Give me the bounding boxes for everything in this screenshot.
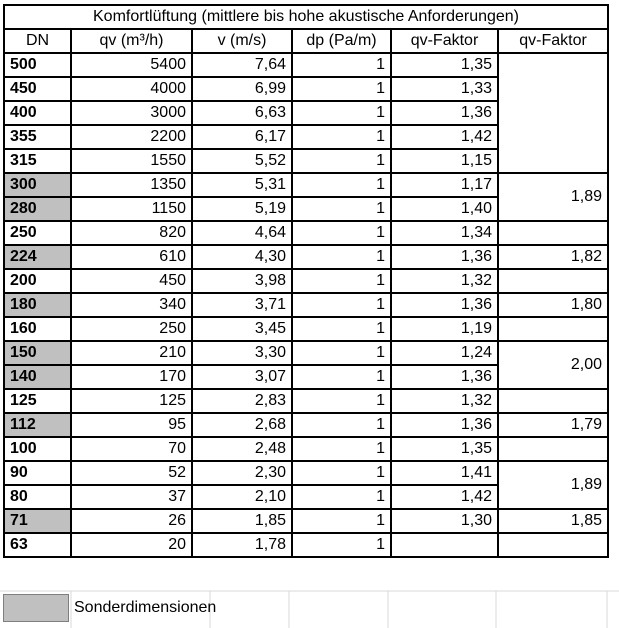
cell-qv-faktor: 1,42 [391,485,498,509]
cell-dp: 1 [292,533,391,557]
table-row [4,173,608,197]
cell-v: 1,78 [192,533,292,557]
cell-v: 3,71 [192,293,292,317]
table-row [4,389,608,413]
cell-qv-faktor: 1,36 [391,365,498,389]
cell-qv-faktor: 1,35 [391,437,498,461]
cell-v: 3,07 [192,365,292,389]
cell-qv: 20 [71,533,192,557]
cell-dp: 1 [292,485,391,509]
data-table [3,4,609,558]
cell-dn: 63 [4,533,71,557]
cell-qv-faktor: 1,24 [391,341,498,365]
cell-qv-faktor-group: 2,00 [498,341,608,389]
table-row [4,533,608,557]
cell-qv: 1350 [71,173,192,197]
cell-qv-faktor: 1,42 [391,125,498,149]
cell-qv-faktor: 1,32 [391,389,498,413]
cell-qv: 5400 [71,53,192,77]
header-v: v (m/s) [192,29,292,53]
cell-dn: 200 [4,269,71,293]
cell-qv: 820 [71,221,192,245]
title-row [4,5,608,29]
table-row [4,53,608,77]
cell-v: 5,19 [192,197,292,221]
cell-qv-faktor: 1,36 [391,413,498,437]
cell-qv: 2200 [71,125,192,149]
cell-qv: 4000 [71,77,192,101]
header-qv-faktor-group: qv-Faktor [498,29,608,53]
cell-dp: 1 [292,221,391,245]
cell-qv-faktor-group: 1,79 [498,413,608,437]
cell-v: 2,30 [192,461,292,485]
cell-qv-faktor [391,533,498,557]
header-qv-faktor: qv-Faktor [391,29,498,53]
cell-qv-faktor: 1,35 [391,53,498,77]
legend [3,594,607,624]
cell-qv: 250 [71,317,192,341]
cell-qv-faktor: 1,34 [391,221,498,245]
cell-qv: 95 [71,413,192,437]
cell-dp: 1 [292,317,391,341]
cell-dn: 250 [4,221,71,245]
cell-qv-faktor-group: 1,80 [498,293,608,317]
cell-dp: 1 [292,437,391,461]
cell-v: 3,98 [192,269,292,293]
table-row [4,341,608,365]
cell-qv-faktor: 1,33 [391,77,498,101]
cell-v: 5,52 [192,149,292,173]
cell-dp: 1 [292,365,391,389]
legend-swatch [3,594,69,622]
cell-dn: 90 [4,461,71,485]
cell-qv-faktor-group [498,269,608,293]
cell-dp: 1 [292,269,391,293]
cell-dn: 100 [4,437,71,461]
cell-dp: 1 [292,77,391,101]
cell-qv: 610 [71,245,192,269]
cell-qv-faktor: 1,32 [391,269,498,293]
cell-qv-faktor: 1,41 [391,461,498,485]
cell-dp: 1 [292,341,391,365]
cell-v: 6,99 [192,77,292,101]
cell-v: 4,64 [192,221,292,245]
cell-dp: 1 [292,149,391,173]
cell-v: 2,83 [192,389,292,413]
cell-qv: 450 [71,269,192,293]
cell-dp: 1 [292,245,391,269]
table-row [4,269,608,293]
cell-qv-faktor-group: 1,85 [498,509,608,533]
table-row [4,221,608,245]
table-row [4,413,608,437]
cell-qv-faktor-group [498,317,608,341]
header-qv: qv (m³/h) [71,29,192,53]
cell-dp: 1 [292,509,391,533]
table-row [4,245,608,269]
cell-qv-faktor-group [498,53,608,173]
cell-qv-faktor-group: 1,89 [498,173,608,221]
cell-qv-faktor: 1,17 [391,173,498,197]
cell-qv-faktor: 1,36 [391,101,498,125]
cell-qv-faktor-group [498,221,608,245]
cell-v: 5,31 [192,173,292,197]
cell-v: 3,30 [192,341,292,365]
cell-dn: 150 [4,341,71,365]
cell-dp: 1 [292,461,391,485]
cell-v: 7,64 [192,53,292,77]
cell-dn: 80 [4,485,71,509]
cell-dn: 450 [4,77,71,101]
cell-dp: 1 [292,101,391,125]
cell-v: 2,48 [192,437,292,461]
cell-qv-faktor: 1,36 [391,293,498,317]
table-row [4,461,608,485]
cell-qv: 1550 [71,149,192,173]
legend-label: Sonderdimensionen [74,599,217,616]
cell-qv: 125 [71,389,192,413]
cell-dn: 500 [4,53,71,77]
cell-qv: 26 [71,509,192,533]
table-title: Komfortlüftung (mittlere bis hohe akustische Anforderungen) [4,5,608,29]
cell-v: 3,45 [192,317,292,341]
table-row [4,437,608,461]
cell-qv: 3000 [71,101,192,125]
header-dp: dp (Pa/m) [292,29,391,53]
cell-dn: 71 [4,509,71,533]
table-row [4,293,608,317]
cell-qv: 340 [71,293,192,317]
table-row [4,317,608,341]
cell-v: 6,63 [192,101,292,125]
cell-qv-faktor: 1,19 [391,317,498,341]
cell-dn: 112 [4,413,71,437]
table-row [4,509,608,533]
cell-qv-faktor: 1,15 [391,149,498,173]
cell-qv-faktor-group [498,389,608,413]
cell-dn: 280 [4,197,71,221]
cell-qv: 52 [71,461,192,485]
cell-qv: 1150 [71,197,192,221]
cell-v: 1,85 [192,509,292,533]
cell-dn: 400 [4,101,71,125]
cell-qv: 210 [71,341,192,365]
cell-v: 6,17 [192,125,292,149]
cell-dp: 1 [292,197,391,221]
cell-qv-faktor: 1,40 [391,197,498,221]
cell-dp: 1 [292,125,391,149]
cell-v: 2,10 [192,485,292,509]
cell-dp: 1 [292,293,391,317]
cell-qv-faktor-group: 1,82 [498,245,608,269]
header-row [4,29,608,53]
cell-dp: 1 [292,413,391,437]
cell-dn: 140 [4,365,71,389]
cell-dn: 224 [4,245,71,269]
cell-qv: 70 [71,437,192,461]
cell-qv-faktor-group [498,437,608,461]
cell-dn: 125 [4,389,71,413]
cell-dn: 315 [4,149,71,173]
cell-qv-faktor: 1,36 [391,245,498,269]
cell-dp: 1 [292,173,391,197]
cell-qv-faktor-group: 1,89 [498,461,608,509]
cell-qv: 170 [71,365,192,389]
cell-dn: 355 [4,125,71,149]
cell-v: 2,68 [192,413,292,437]
cell-dn: 300 [4,173,71,197]
cell-dp: 1 [292,53,391,77]
cell-qv: 37 [71,485,192,509]
cell-dn: 180 [4,293,71,317]
cell-qv-faktor-group [498,533,608,557]
cell-dn: 160 [4,317,71,341]
cell-qv-faktor: 1,30 [391,509,498,533]
header-dn: DN [4,29,71,53]
cell-v: 4,30 [192,245,292,269]
cell-dp: 1 [292,389,391,413]
